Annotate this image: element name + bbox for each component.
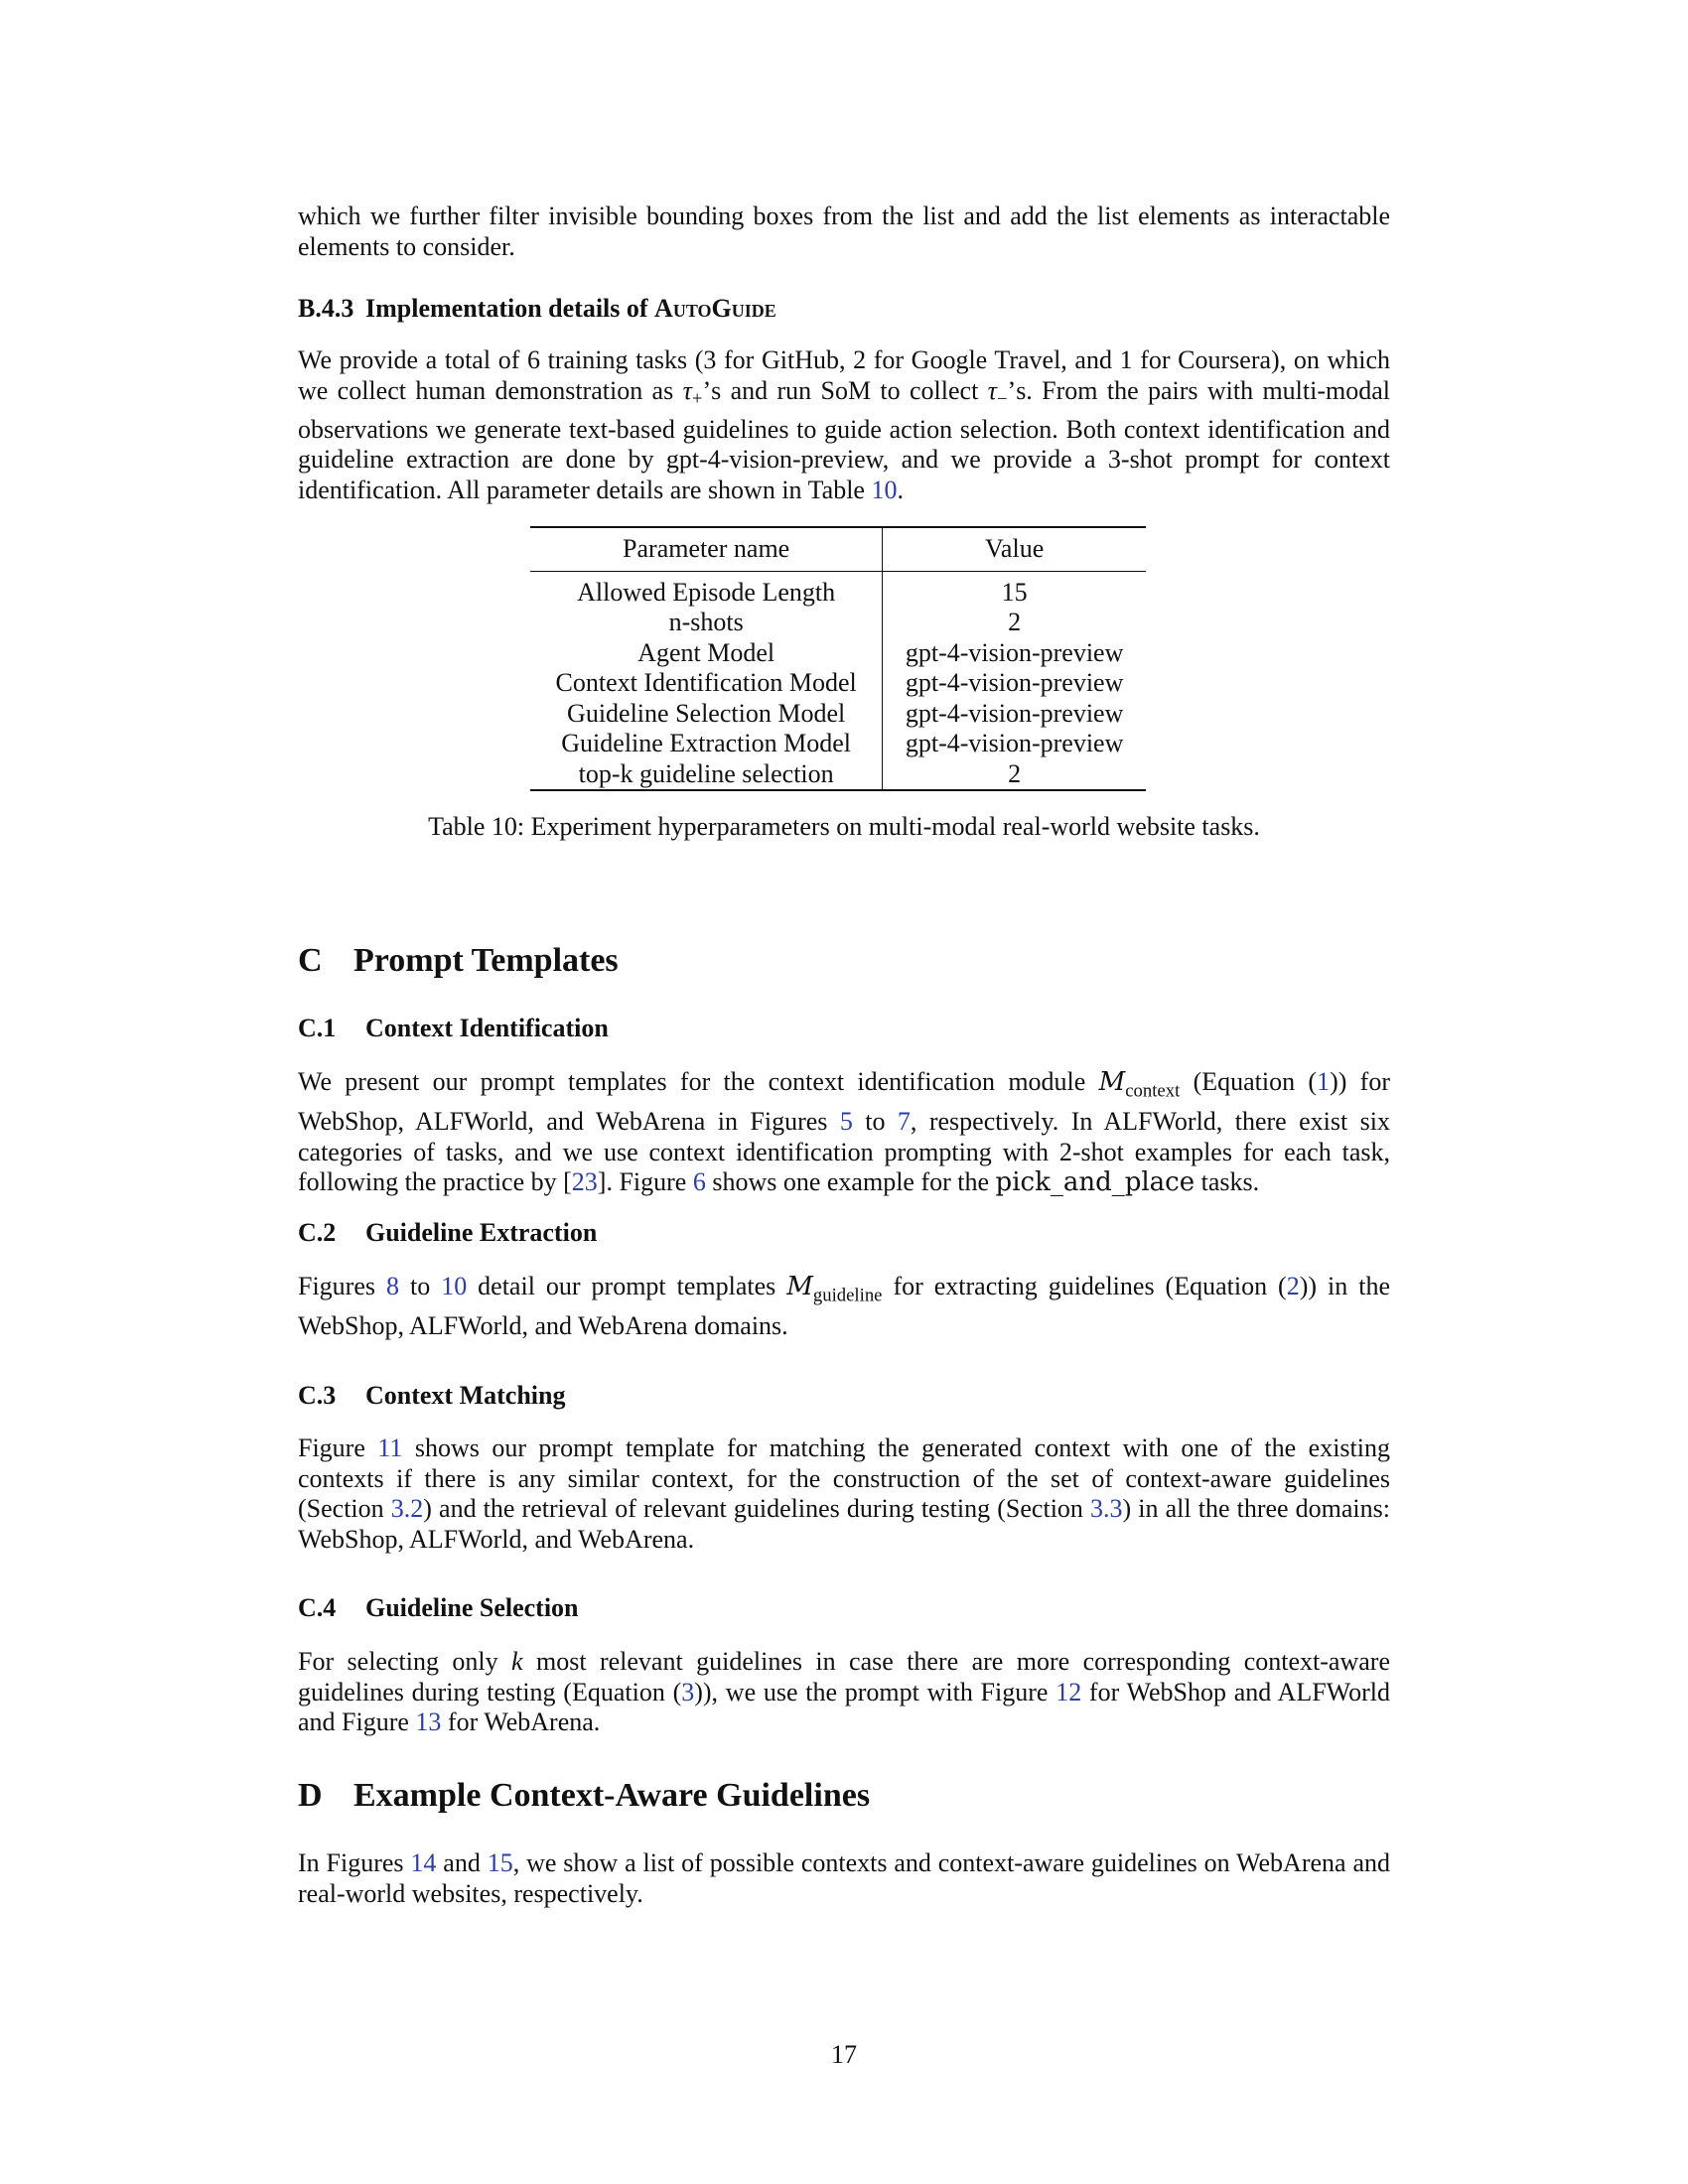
math-subscript: + [691,388,703,410]
subsection-heading-c3 [298,1381,1390,1411]
text: For selecting only [298,1647,512,1676]
text: to [398,1272,442,1300]
figure-link[interactable]: 11 [377,1433,403,1462]
subsection-title: Guideline Selection [365,1593,579,1622]
d-paragraph [298,1848,1390,1909]
code-text: pick_and_place [995,1167,1196,1198]
subsection-title: Context Matching [365,1381,566,1410]
table-row [530,608,1146,638]
math-subscript: guideline [812,1285,883,1306]
table-cell: gpt-4-vision-preview [905,637,1124,667]
text: ) and the retrieval of relevant guidelines during testing (Section [423,1494,1091,1523]
section-heading-c [298,941,1390,981]
subsection-heading-c2 [298,1218,1390,1248]
figure-link[interactable]: 5 [839,1107,853,1137]
figure-link[interactable]: 8 [385,1272,399,1300]
text: )), we use the prompt with Figure [694,1677,1056,1706]
math-tau: τ [987,375,997,405]
method-name: AutoGuide [654,294,776,323]
table-cell: gpt-4-vision-preview [905,698,1124,728]
math-subscript: context [1125,1080,1181,1102]
text: most relevant guidelines in case there are more corresponding context-aware guidelines during testing (Equation ( [298,1647,1390,1706]
table-cell: Context Identification Model [530,668,883,699]
section-heading-d [298,1776,1390,1816]
section-title: Example Context-Aware Guidelines [353,1777,871,1814]
table-cell: Agent Model [530,638,883,669]
text: (Equation ( [1180,1067,1318,1096]
subsection-heading-c4 [298,1593,1390,1623]
equation-link[interactable]: 2 [1286,1272,1300,1300]
math-m: M [786,1272,813,1301]
table-cell: top-k guideline selection [530,759,883,791]
section-link[interactable]: 3.2 [390,1494,424,1523]
figure-link[interactable]: 13 [415,1707,442,1736]
subsection-title: Implementation details of [365,294,655,323]
page-number: 17 [831,2040,857,2069]
table-cell: gpt-4-vision-preview [905,729,1124,757]
c1-paragraph [298,1067,1390,1198]
text: for extracting guidelines (Equation ( [882,1272,1287,1300]
table-cell: 2 [1008,758,1022,788]
table-cell: Allowed Episode Length [530,571,883,608]
text: shows one example for the [705,1167,996,1197]
table-header-cell: Value [985,534,1045,563]
table-row [530,729,1146,759]
text: and [436,1848,488,1877]
figure-link[interactable]: 14 [410,1848,437,1877]
parameter-table [530,526,1146,791]
table-row [530,571,1146,608]
text: )) for WebShop, ALFWorld, and WebArena in Figures [298,1067,1391,1137]
table-cell: 15 [1001,577,1028,607]
table-cell: n-shots [530,608,883,638]
table-header-cell: Parameter name [530,527,883,571]
equation-link[interactable]: 1 [1317,1067,1331,1096]
section-title: Prompt Templates [353,942,619,979]
text: , we show a list of possible contexts and context-aware guidelines on WebArena and real-world websites, respectively. [298,1848,1390,1908]
section-link[interactable]: 3.3 [1090,1494,1123,1523]
parameter-table-wrapper [530,526,1146,791]
text: In Figures [298,1848,411,1877]
subsection-number: C.2 [298,1218,337,1247]
figure-link[interactable]: 10 [441,1272,468,1300]
subsection-heading-c1 [298,1014,1390,1043]
text: We present our prompt templates for the context identification module [298,1067,1099,1096]
table-header-row [530,527,1146,571]
equation-link[interactable]: 3 [681,1677,695,1706]
text: to [852,1107,898,1137]
subsection-number: C.4 [298,1593,337,1622]
subsection-number: C.3 [298,1381,337,1410]
text: for WebShop and ALFWorld and Figure [298,1677,1391,1736]
table-row [530,668,1146,699]
text: We provide a total of 6 training tasks (3 for GitHub, 2 for Google Travel, and 1 for Coursera), on which we collect human demonstration as [298,345,1390,405]
table-cell: Guideline Extraction Model [530,729,883,759]
math-m: M [1098,1067,1126,1097]
section-number: D [298,1777,323,1814]
table-cell: 2 [1008,608,1022,636]
section-number: C [298,942,323,979]
c4-paragraph [298,1647,1390,1738]
text: . [897,475,904,504]
text: )) in the WebShop, ALFWorld, and WebArena domains. [298,1272,1390,1341]
figure-link[interactable]: 6 [692,1167,706,1197]
figure-link[interactable]: 12 [1055,1677,1082,1706]
text: for WebArena. [441,1707,601,1736]
text: shows our prompt template for matching the generated context with one of the existing contexts if there is any similar context, for the construction of the set of context-aware guidelines (Section [298,1433,1390,1523]
math-k: k [511,1647,523,1676]
subsection-title: Guideline Extraction [365,1218,598,1247]
table-caption: Table 10: Experiment hyperparameters on multi-modal real-world website tasks. [428,812,1260,841]
subsection-title: Context Identification [365,1014,609,1042]
table-row [530,699,1146,730]
text: ) in all the three domains: WebShop, ALFWorld, and WebArena. [298,1494,1390,1554]
subsection-number: B.4.3 [298,294,354,323]
table-cell: Guideline Selection Model [530,699,883,730]
table-row [530,638,1146,669]
table-link[interactable]: 10 [871,475,898,504]
math-tau: τ [682,375,692,405]
text: , respectively. In ALFWorld, there exist six categories of tasks, and we use context identification prompting with 2-shot examples for each task, following the practice by [ [298,1107,1390,1197]
text: Figures [298,1272,386,1300]
c3-paragraph [298,1433,1390,1555]
text: ]. Figure [597,1167,693,1197]
subsection-heading-b43 [298,294,1390,324]
text: Figure [298,1433,378,1462]
table-row [530,759,1146,791]
b43-paragraph [298,345,1390,505]
text: ’s and run SoM to collect [702,375,988,405]
c2-paragraph [298,1272,1390,1342]
math-subscript: − [996,388,1008,410]
figure-link[interactable]: 7 [897,1107,911,1137]
table-cell: gpt-4-vision-preview [905,668,1124,697]
intro-paragraph: which we further filter invisible bounding boxes from the list and add the list elements as interactable elements to consider. [298,202,1390,261]
citation-link[interactable]: 23 [571,1167,598,1197]
figure-link[interactable]: 15 [487,1848,513,1877]
text: tasks. [1195,1167,1260,1197]
subsection-number: C.1 [298,1014,337,1042]
text: detail our prompt templates [467,1272,787,1300]
text: ’s. From the pairs with multi-modal observations we generate text-based guidelines to guide action selection. Both context identification and guideline extraction are done by gpt-4-vision-preview, and we provide a 3-shot prompt for context identification. All parameter details are shown in Table [298,375,1390,504]
